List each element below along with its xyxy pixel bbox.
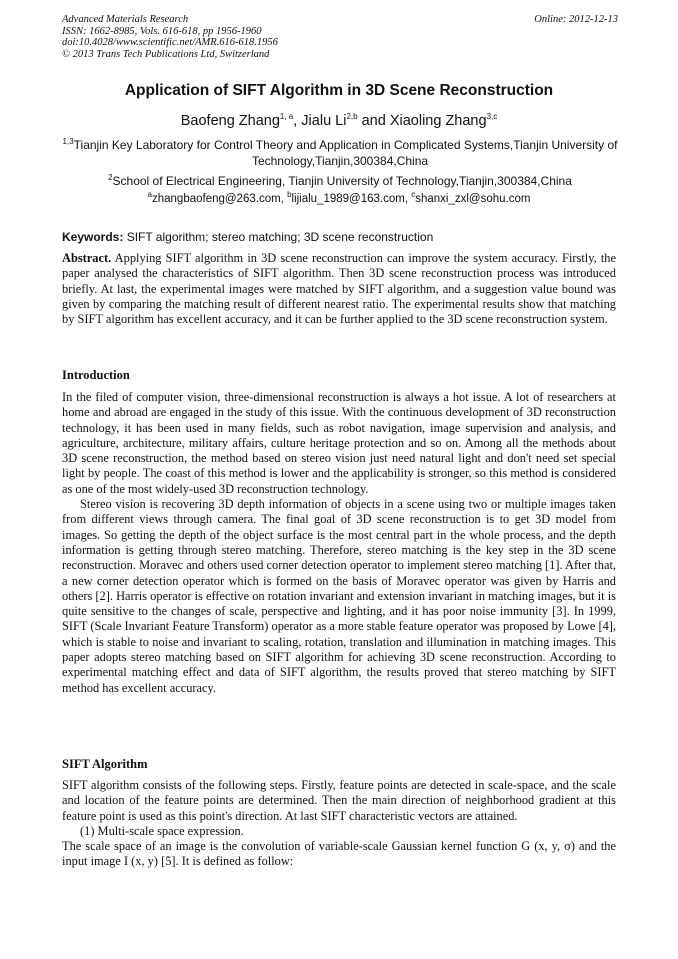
email-c[interactable]: shanxi_zxl@sohu.com xyxy=(415,193,531,205)
author-2-sup: 2,b xyxy=(346,112,358,122)
abstract-text: Applying SIFT algorithm in 3D scene reconstruction can improve the system accuracy. Firstly, the paper analysed the characteristics of SIFT algorithm. Then 3D scene reconstruction process was introduced briefly. At last, the experimental images were matched by SIFT algorithm, and a suggestion value bound was given by comparing the matching result of different nearest ratio. The experimental results show that matching by SIFT algorithm has excellent accuracy, and it can be further applied to the 3D scene reconstruction system. xyxy=(62,251,616,327)
sift-heading: SIFT Algorithm xyxy=(62,757,148,771)
email-a[interactable]: zhangbaofeng@263.com, xyxy=(151,193,288,205)
sift-paragraph-1: SIFT algorithm consists of the following steps. Firstly, feature points are detected in scale-space, and the scale and location of the feature points are determined. Then the main direction of neighborhood gradient at this feature point is used as this point's direction. At last SIFT characteristic vectors are attained. xyxy=(62,778,616,823)
affiliation-2-sup: 2 xyxy=(108,173,113,182)
author-3: and Xiaoling Zhang xyxy=(357,113,487,129)
author-line xyxy=(0,113,678,129)
email-b-sup: b xyxy=(287,190,292,200)
doi-line: doi:10.4028/www.scientific.net/AMR.616-618.1956 xyxy=(62,37,278,48)
issn-line: ISSN: 1662-8985, Vols. 616-618, pp 1956-1960 xyxy=(62,25,262,37)
affiliation-1-text: Tianjin Key Laboratory for Control Theory and Application in Complicated Systems,Tianjin University of Technology,Tianjin,300384,China xyxy=(73,138,618,168)
sift-paragraph-2: (1) Multi-scale space expression. xyxy=(80,823,244,838)
online-date: Online: 2012-12-13 xyxy=(534,14,618,25)
journal-header xyxy=(62,14,618,60)
author-1-sup: 1, a xyxy=(279,112,294,122)
introduction-heading: Introduction xyxy=(62,368,130,382)
keywords-text: SIFT algorithm; stereo matching; 3D scene reconstruction xyxy=(123,230,434,244)
author-3-sup: 3,c xyxy=(486,112,498,122)
author-1: Baofeng Zhang xyxy=(180,113,280,129)
abstract xyxy=(62,251,616,327)
paper-title: Application of SIFT Algorithm in 3D Scene Reconstruction xyxy=(124,82,554,99)
email-c-sup: c xyxy=(411,190,416,200)
affiliation-2 xyxy=(62,173,618,189)
introduction-paragraph-1: In the filed of computer vision, three-dimensional reconstruction is always a hot issue. A lot of researchers at home and abroad are engaged in the study of this issue. With the continuous development of 3D reconstruction technology, it has been used in many fields, such as robot navigation, image supervision and analysis, and agriculture, architecture, military affairs, culture heritage protection and so on. Among all the methods about 3D scene reconstruction, the method based on stereo vision just need natural light and don't need set special light by people. The coast of this method is lower and the applicability is stronger, so this method is considered as one of the most widely-used 3D reconstruction technology. xyxy=(62,390,616,496)
affiliation-1 xyxy=(62,137,618,169)
author-2: , Jialu Li xyxy=(293,113,347,129)
email-b[interactable]: lijialu_1989@163.com, xyxy=(291,193,412,205)
affiliation-1-sup: 1,3 xyxy=(62,137,74,146)
affiliation-2-text: School of Electrical Engineering, Tianjin University of Technology,Tianjin,300384,China xyxy=(112,174,572,188)
sift-paragraph-3: The scale space of an image is the convolution of variable-scale Gaussian kernel function G (x, y, σ) and the input image I (x, y) [5]. It is defined as follow: xyxy=(62,839,616,869)
sift-body xyxy=(62,778,616,870)
keywords xyxy=(62,230,618,244)
keywords-label: Keywords: xyxy=(62,230,124,244)
abstract-label: Abstract. xyxy=(62,251,112,265)
copyright-line: © 2013 Trans Tech Publications Ltd, Switzerland xyxy=(62,48,270,60)
email-a-sup: a xyxy=(147,190,152,200)
email-line xyxy=(0,190,678,205)
introduction-paragraph-2: Stereo vision is recovering 3D depth information of objects in a scene using two or multiple images taken from different views through camera. The final goal of 3D scene reconstruction is to get 3D model from images. So getting the depth of the object surface is the most central part in the whole process, and the depth information is getting through stereo matching. Therefore, stereo matching is the key step in the 3D scene reconstruction. Moravec and others used corner detection operator to implement stereo matching [1]. After that, a new corner detection operator which is formed on the basis of Moravec operator was given by Harris and others [2]. Harris operator is effective on rotation invariant and extension invariant in matching images, but it is quite sensitive to the changes of scale, perspective and lighting, and it has poor noise immunity [3]. In 1999, SIFT (Scale Invariant Feature Transform) operator as a more stable feature operator was proposed by Lowe [4], which is stable to noise and invariant to scaling, rotation, translation and illumination in matching images. This paper adopts stereo matching based on SIFT algorithm for achieving 3D scene reconstruction. According to experimental matching effect and data of SIFT algorithm, the results proved that stereo matching by SIFT method has excellent accuracy. xyxy=(62,497,616,695)
journal-name: Advanced Materials Research xyxy=(62,14,189,25)
introduction-body xyxy=(62,390,616,696)
